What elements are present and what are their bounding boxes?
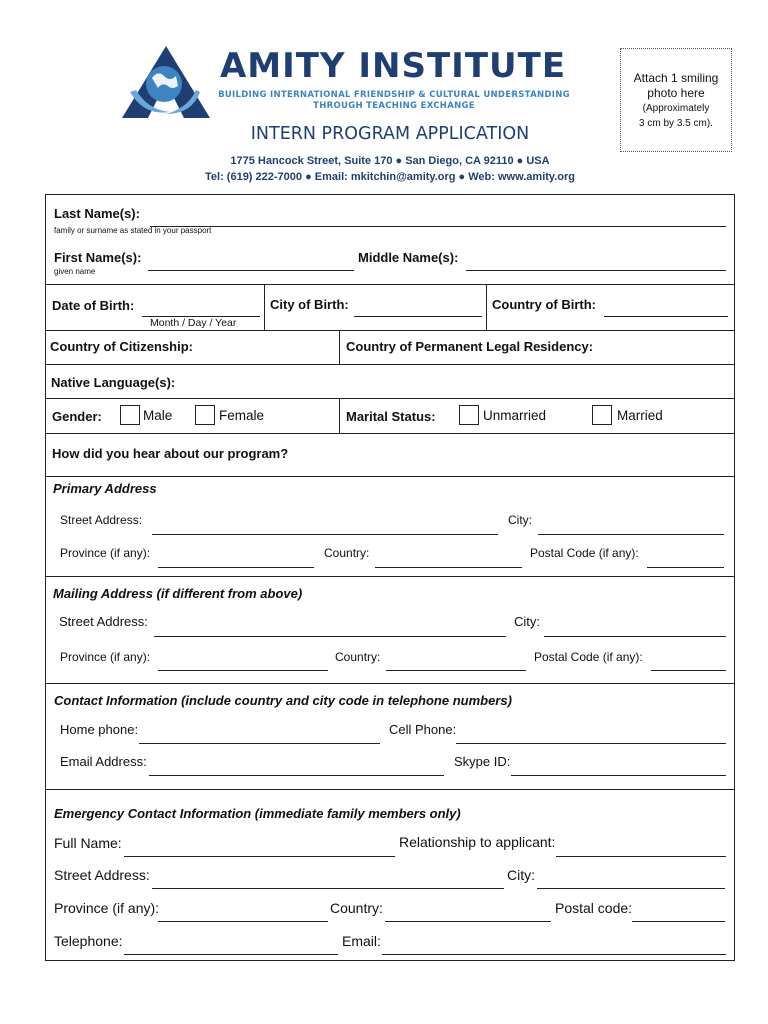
mailing-province-label: Province (if any): [60,650,151,664]
city-of-birth-field[interactable] [354,316,482,317]
emergency-contact-title: Emergency Contact Information (immediate family members only) [54,806,461,821]
city-of-birth-label: City of Birth: [270,297,349,312]
divider [45,576,735,577]
mailing-country-field[interactable] [386,670,526,671]
mailing-postal-label: Postal Code (if any): [534,650,643,664]
last-name-hint: family or surname as stated in your passport [54,226,212,235]
emergency-telephone-label: Telephone: [54,933,123,949]
emergency-city-field[interactable] [537,888,725,889]
primary-country-field[interactable] [375,567,522,568]
divider [45,398,735,399]
first-name-hint: given name [54,267,96,276]
skype-id-field[interactable] [511,775,726,776]
primary-province-label: Province (if any): [60,546,151,560]
emergency-telephone-field[interactable] [124,954,338,955]
photo-instruction-3: (Approximately [642,103,710,114]
emergency-street-field[interactable] [152,888,504,889]
institute-contact: Tel: (619) 222-7000 ● Email: mkitchin@amity.org ● Web: www.amity.org [205,171,575,183]
marital-status-label: Marital Status: [346,409,436,424]
referral-question-label: How did you hear about our program? [52,446,289,461]
emergency-street-label: Street Address: [54,867,150,883]
emergency-relationship-label: Relationship to applicant: [399,834,556,850]
divider [339,398,340,433]
first-name-field[interactable] [148,270,354,271]
mailing-address-title: Mailing Address (if different from above) [53,586,303,601]
mailing-city-field[interactable] [544,636,726,637]
emergency-province-field[interactable] [158,921,328,922]
amity-globe-logo [120,44,212,120]
last-name-label: Last Name(s): [54,206,140,221]
skype-id-label: Skype ID: [454,754,511,769]
mailing-postal-field[interactable] [651,670,726,671]
primary-province-field[interactable] [158,567,314,568]
mailing-city-label: City: [514,614,540,629]
middle-name-label: Middle Name(s): [358,250,459,265]
divider [45,476,735,477]
emergency-city-label: City: [507,867,535,883]
institute-address: 1775 Hancock Street, Suite 170 ● San Diego, CA 92110 ● USA [230,155,550,167]
primary-country-label: Country: [324,546,370,560]
tagline-line-1: BUILDING INTERNATIONAL FRIENDSHIP & CULTURAL UNDERSTANDING [218,90,570,100]
country-of-birth-label: Country of Birth: [492,297,596,312]
divider [45,284,735,285]
photo-instruction-2: photo here [647,86,705,100]
marital-married-label: Married [617,408,663,423]
tagline-line-2: THROUGH TEACHING EXCHANGE [313,101,475,111]
gender-male-label: Male [143,408,173,423]
primary-city-field[interactable] [538,534,724,535]
middle-name-field[interactable] [466,270,726,271]
cell-phone-field[interactable] [456,743,726,744]
primary-postal-field[interactable] [647,567,724,568]
divider [339,330,340,364]
photo-attachment-box[interactable] [620,48,732,152]
divider [45,683,735,684]
citizenship-label: Country of Citizenship: [50,339,193,354]
mailing-country-label: Country: [335,650,381,664]
email-address-field[interactable] [149,775,444,776]
emergency-full-name-label: Full Name: [54,835,122,851]
home-phone-field[interactable] [139,743,380,744]
mailing-street-label: Street Address: [59,614,148,629]
form-title: INTERN PROGRAM APPLICATION [250,124,530,144]
home-phone-label: Home phone: [60,722,139,737]
email-address-label: Email Address: [60,754,147,769]
emergency-province-label: Province (if any): [54,900,160,916]
emergency-country-field[interactable] [385,921,551,922]
first-name-label: First Name(s): [54,250,142,265]
divider [264,284,265,330]
divider [45,433,735,434]
dob-hint: Month / Day / Year [150,317,237,329]
residency-label: Country of Permanent Legal Residency: [346,339,594,354]
application-form [45,194,735,961]
primary-street-field[interactable] [152,534,498,535]
primary-city-label: City: [508,513,532,527]
dob-label: Date of Birth: [52,298,135,313]
brand-name: AMITY INSTITUTE [219,46,567,86]
emergency-country-label: Country: [330,900,383,916]
marital-unmarried-checkbox[interactable] [459,405,479,425]
divider [45,330,735,331]
emergency-postal-label: Postal code: [555,900,633,916]
gender-female-checkbox[interactable] [195,405,215,425]
photo-instruction-1: Attach 1 smiling [633,71,719,85]
mailing-province-field[interactable] [158,670,328,671]
gender-label: Gender: [52,409,102,424]
cell-phone-label: Cell Phone: [389,722,457,737]
divider [486,284,487,330]
primary-address-title: Primary Address [53,481,157,496]
country-of-birth-field[interactable] [604,316,728,317]
marital-unmarried-label: Unmarried [483,408,547,423]
primary-postal-label: Postal Code (if any): [530,546,639,560]
marital-married-checkbox[interactable] [592,405,612,425]
divider [45,789,735,790]
mailing-street-field[interactable] [154,636,506,637]
native-language-label: Native Language(s): [51,375,176,390]
photo-instruction-4: 3 cm by 3.5 cm). [639,118,713,129]
emergency-postal-field[interactable] [632,921,725,922]
emergency-email-field[interactable] [382,954,726,955]
gender-male-checkbox[interactable] [120,405,140,425]
emergency-full-name-field[interactable] [124,856,395,857]
last-name-field[interactable] [150,226,726,227]
emergency-email-label: Email: [342,933,381,949]
divider [45,364,735,365]
contact-info-title: Contact Information (include country and city code in telephone numbers) [54,693,512,708]
emergency-relationship-field[interactable] [556,856,726,857]
primary-street-label: Street Address: [60,513,143,527]
gender-female-label: Female [219,408,265,423]
